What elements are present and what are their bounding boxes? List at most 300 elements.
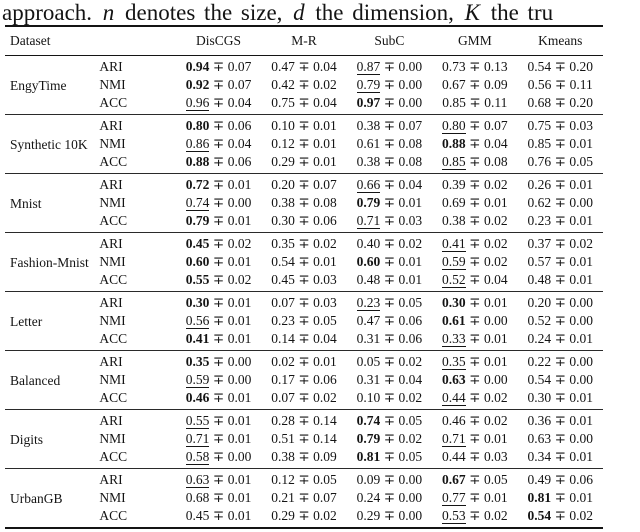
minus-plus-sign: ∓	[212, 153, 225, 169]
value-cell	[176, 94, 261, 115]
mean-value: 0.45	[185, 235, 210, 251]
value-cell	[432, 371, 517, 389]
std-value: 0.01	[569, 212, 594, 228]
table-header	[5, 26, 603, 55]
std-value: 0.02	[398, 389, 423, 405]
minus-plus-sign: ∓	[554, 471, 566, 487]
mean-value: 0.54	[527, 507, 552, 523]
dataset-block	[5, 114, 603, 173]
std-value: 0.20	[569, 58, 594, 74]
std-value: 0.02	[227, 235, 252, 251]
column-header-metric	[90, 26, 175, 55]
mean-value: 0.45	[185, 507, 210, 523]
minus-plus-sign: ∓	[298, 76, 310, 92]
value-cell	[261, 350, 346, 371]
minus-plus-sign: ∓	[298, 153, 310, 169]
mean-value: 0.75	[527, 117, 552, 133]
std-value: 0.01	[569, 135, 594, 151]
minus-plus-sign: ∓	[554, 235, 566, 251]
std-value: 0.05	[398, 294, 423, 310]
value-cell	[518, 507, 603, 528]
std-value: 0.20	[569, 94, 594, 110]
std-value: 0.02	[227, 271, 252, 287]
value-cell	[347, 507, 432, 528]
minus-plus-sign: ∓	[298, 135, 310, 151]
mean-value: 0.22	[527, 353, 552, 369]
std-value: 0.07	[483, 117, 508, 133]
std-value: 0.01	[227, 312, 252, 328]
mean-value: 0.71	[185, 430, 210, 446]
dataset-name: Digits	[10, 431, 44, 447]
value-cell	[261, 330, 346, 351]
std-value: 0.06	[313, 212, 337, 228]
minus-plus-sign: ∓	[383, 371, 396, 387]
mean-value: 0.71	[356, 212, 381, 228]
minus-plus-sign: ∓	[469, 412, 481, 428]
metric-label: NMI	[99, 135, 126, 151]
mean-value: 0.59	[442, 253, 466, 269]
column-header-m-r: M-R	[291, 32, 317, 48]
metric-label: ACC	[99, 94, 128, 110]
minus-plus-sign: ∓	[383, 330, 396, 346]
mean-value: 0.44	[442, 448, 466, 464]
minus-plus-sign: ∓	[212, 471, 225, 487]
mean-value: 0.37	[527, 235, 552, 251]
mean-value: 0.09	[356, 471, 381, 487]
value-cell	[347, 271, 432, 292]
minus-plus-sign: ∓	[469, 76, 481, 92]
std-value: 0.04	[398, 176, 423, 192]
std-value: 0.06	[398, 312, 423, 328]
std-value: 0.04	[398, 371, 423, 387]
std-value: 0.04	[313, 330, 337, 346]
mean-value: 0.77	[442, 489, 466, 505]
mean-value: 0.57	[527, 253, 552, 269]
value-cell	[432, 430, 517, 448]
mean-value: 0.44	[442, 389, 466, 405]
std-value: 0.01	[227, 294, 252, 310]
std-value: 0.04	[483, 271, 508, 287]
table-row	[5, 430, 603, 448]
mean-value: 0.67	[442, 471, 466, 487]
minus-plus-sign: ∓	[554, 153, 566, 169]
std-value: 0.01	[227, 212, 252, 228]
value-cell	[347, 173, 432, 194]
std-value: 0.01	[227, 176, 252, 192]
value-cell	[176, 389, 261, 410]
value-cell	[347, 153, 432, 174]
minus-plus-sign: ∓	[383, 117, 396, 133]
std-value: 0.01	[569, 412, 594, 428]
minus-plus-sign: ∓	[469, 271, 481, 287]
mean-value: 0.23	[271, 312, 295, 328]
std-value: 0.05	[483, 471, 508, 487]
mean-value: 0.29	[271, 153, 295, 169]
value-cell	[261, 76, 346, 94]
minus-plus-sign: ∓	[383, 76, 396, 92]
mean-value: 0.52	[442, 271, 466, 287]
minus-plus-sign: ∓	[298, 471, 310, 487]
value-cell	[261, 448, 346, 469]
value-cell	[518, 153, 603, 174]
table-row	[5, 507, 603, 528]
metric-label: ACC	[99, 330, 128, 346]
value-cell	[347, 232, 432, 253]
value-cell	[518, 409, 603, 430]
std-value: 0.05	[398, 412, 423, 428]
metric-label: ACC	[99, 271, 128, 287]
std-value: 0.00	[569, 353, 594, 369]
mean-value: 0.24	[527, 330, 552, 346]
minus-plus-sign: ∓	[383, 271, 396, 287]
minus-plus-sign: ∓	[383, 176, 396, 192]
metric-label: NMI	[99, 194, 126, 210]
table-row	[5, 232, 603, 253]
value-cell	[347, 114, 432, 135]
minus-plus-sign: ∓	[212, 448, 225, 464]
minus-plus-sign: ∓	[212, 212, 225, 228]
std-value: 0.02	[313, 76, 337, 92]
minus-plus-sign: ∓	[554, 430, 566, 446]
mean-value: 0.20	[271, 176, 295, 192]
mean-value: 0.29	[271, 507, 295, 523]
value-cell	[518, 350, 603, 371]
minus-plus-sign: ∓	[383, 507, 396, 523]
minus-plus-sign: ∓	[383, 430, 396, 446]
mean-value: 0.79	[356, 76, 381, 92]
mean-value: 0.54	[527, 371, 552, 387]
mean-value: 0.87	[356, 58, 381, 74]
minus-plus-sign: ∓	[469, 312, 481, 328]
value-cell	[176, 312, 261, 330]
value-cell	[347, 94, 432, 115]
minus-plus-sign: ∓	[298, 353, 310, 369]
mean-value: 0.63	[185, 471, 210, 487]
minus-plus-sign: ∓	[383, 489, 396, 505]
std-value: 0.02	[398, 430, 423, 446]
metric-label: ARI	[99, 117, 123, 133]
mean-value: 0.58	[185, 448, 210, 464]
std-value: 0.01	[398, 194, 423, 210]
mean-value: 0.63	[527, 430, 552, 446]
mean-value: 0.86	[185, 135, 210, 151]
table-row	[5, 389, 603, 410]
mean-value: 0.54	[527, 58, 552, 74]
dataset-block	[5, 55, 603, 114]
minus-plus-sign: ∓	[298, 489, 310, 505]
std-value: 0.07	[313, 489, 337, 505]
mean-value: 0.49	[527, 471, 552, 487]
std-value: 0.00	[227, 371, 252, 387]
minus-plus-sign: ∓	[554, 253, 566, 269]
value-cell	[347, 312, 432, 330]
mean-value: 0.34	[527, 448, 552, 464]
mean-value: 0.79	[356, 194, 381, 210]
value-cell	[261, 291, 346, 312]
value-cell	[176, 430, 261, 448]
minus-plus-sign: ∓	[298, 389, 310, 405]
value-cell	[261, 153, 346, 174]
minus-plus-sign: ∓	[383, 353, 396, 369]
std-value: 0.07	[398, 117, 423, 133]
mean-value: 0.47	[271, 58, 295, 74]
metric-label: ARI	[99, 294, 123, 310]
metric-label: ARI	[99, 58, 123, 74]
value-cell	[518, 389, 603, 410]
mean-value: 0.31	[356, 330, 381, 346]
value-cell	[432, 448, 517, 469]
minus-plus-sign: ∓	[469, 176, 481, 192]
minus-plus-sign: ∓	[554, 353, 566, 369]
value-cell	[518, 330, 603, 351]
value-cell	[347, 489, 432, 507]
value-cell	[518, 173, 603, 194]
table-row	[5, 448, 603, 469]
std-value: 0.03	[398, 212, 423, 228]
metric-label: NMI	[99, 489, 126, 505]
value-cell	[176, 253, 261, 271]
value-cell	[432, 173, 517, 194]
mean-value: 0.59	[185, 371, 210, 387]
table-row	[5, 212, 603, 233]
mean-value: 0.12	[271, 471, 295, 487]
mean-value: 0.54	[271, 253, 295, 269]
value-cell	[176, 448, 261, 469]
std-value: 0.00	[398, 507, 423, 523]
mean-value: 0.80	[185, 117, 210, 133]
mean-value: 0.60	[185, 253, 210, 269]
std-value: 0.01	[313, 135, 337, 151]
minus-plus-sign: ∓	[469, 253, 481, 269]
mean-value: 0.97	[356, 94, 381, 110]
value-cell	[176, 194, 261, 212]
mean-value: 0.63	[442, 371, 466, 387]
metric-label: ACC	[99, 448, 128, 464]
value-cell	[347, 291, 432, 312]
value-cell	[347, 194, 432, 212]
std-value: 0.05	[313, 471, 337, 487]
std-value: 0.02	[483, 412, 508, 428]
mean-value: 0.96	[185, 94, 210, 110]
value-cell	[432, 94, 517, 115]
mean-value: 0.12	[271, 135, 295, 151]
minus-plus-sign: ∓	[212, 294, 225, 310]
std-value: 0.01	[483, 330, 508, 346]
minus-plus-sign: ∓	[383, 194, 396, 210]
std-value: 0.00	[398, 489, 423, 505]
metric-label: NMI	[99, 253, 126, 269]
mean-value: 0.45	[271, 271, 295, 287]
minus-plus-sign: ∓	[469, 471, 481, 487]
metric-label: ARI	[99, 471, 123, 487]
dataset-block	[5, 409, 603, 468]
mean-value: 0.76	[527, 153, 552, 169]
minus-plus-sign: ∓	[383, 212, 396, 228]
minus-plus-sign: ∓	[298, 235, 310, 251]
std-value: 0.08	[398, 153, 423, 169]
std-value: 0.08	[313, 194, 337, 210]
std-value: 0.04	[227, 94, 252, 110]
minus-plus-sign: ∓	[212, 76, 225, 92]
mean-value: 0.38	[356, 117, 381, 133]
std-value: 0.01	[569, 253, 594, 269]
mean-value: 0.67	[442, 76, 466, 92]
metric-label: NMI	[99, 430, 126, 446]
std-value: 0.01	[227, 412, 252, 428]
value-cell	[432, 114, 517, 135]
value-cell	[261, 94, 346, 115]
value-cell	[518, 312, 603, 330]
mean-value: 0.80	[442, 117, 466, 133]
mean-value: 0.41	[185, 330, 210, 346]
table-row	[5, 153, 603, 174]
metric-label: ARI	[99, 353, 123, 369]
value-cell	[261, 114, 346, 135]
std-value: 0.07	[227, 58, 252, 74]
std-value: 0.02	[569, 235, 594, 251]
minus-plus-sign: ∓	[298, 117, 310, 133]
minus-plus-sign: ∓	[469, 153, 481, 169]
minus-plus-sign: ∓	[383, 253, 396, 269]
std-value: 0.02	[398, 235, 423, 251]
minus-plus-sign: ∓	[383, 389, 396, 405]
minus-plus-sign: ∓	[383, 412, 396, 428]
std-value: 0.02	[483, 389, 508, 405]
mean-value: 0.81	[527, 489, 552, 505]
mean-value: 0.24	[356, 489, 381, 505]
minus-plus-sign: ∓	[383, 153, 396, 169]
value-cell	[176, 76, 261, 94]
value-cell	[261, 135, 346, 153]
std-value: 0.11	[484, 94, 508, 110]
std-value: 0.00	[398, 94, 423, 110]
math-variable: n	[102, 0, 115, 25]
minus-plus-sign: ∓	[212, 58, 225, 74]
value-cell	[432, 253, 517, 271]
std-value: 0.01	[569, 448, 594, 464]
std-value: 0.00	[569, 312, 594, 328]
dataset-block	[5, 291, 603, 350]
dataset-name: Balanced	[10, 372, 61, 388]
table-row	[5, 371, 603, 389]
minus-plus-sign: ∓	[212, 430, 225, 446]
std-value: 0.08	[483, 153, 508, 169]
minus-plus-sign: ∓	[554, 389, 566, 405]
mean-value: 0.41	[442, 235, 466, 251]
mean-value: 0.72	[185, 176, 210, 192]
value-cell	[261, 507, 346, 528]
minus-plus-sign: ∓	[298, 194, 310, 210]
math-variable: d	[293, 0, 305, 25]
std-value: 0.01	[227, 489, 252, 505]
value-cell	[432, 194, 517, 212]
minus-plus-sign: ∓	[212, 507, 225, 523]
std-value: 0.02	[483, 507, 508, 523]
minus-plus-sign: ∓	[298, 58, 310, 74]
minus-plus-sign: ∓	[212, 330, 225, 346]
std-value: 0.00	[398, 58, 423, 74]
std-value: 0.05	[569, 153, 594, 169]
mean-value: 0.07	[271, 389, 295, 405]
value-cell	[347, 76, 432, 94]
mean-value: 0.23	[356, 294, 381, 310]
value-cell	[432, 271, 517, 292]
std-value: 0.00	[227, 194, 252, 210]
minus-plus-sign: ∓	[554, 117, 566, 133]
mean-value: 0.56	[527, 76, 552, 92]
std-value: 0.03	[313, 294, 337, 310]
value-cell	[261, 409, 346, 430]
value-cell	[261, 468, 346, 489]
dataset-block	[5, 350, 603, 409]
std-value: 0.02	[483, 212, 508, 228]
mean-value: 0.31	[356, 371, 381, 387]
mean-value: 0.60	[356, 253, 381, 269]
minus-plus-sign: ∓	[383, 294, 396, 310]
value-cell	[176, 507, 261, 528]
std-value: 0.01	[313, 153, 337, 169]
value-cell	[518, 430, 603, 448]
minus-plus-sign: ∓	[298, 430, 310, 446]
table-row	[5, 291, 603, 312]
mean-value: 0.30	[527, 389, 552, 405]
value-cell	[432, 409, 517, 430]
mean-value: 0.36	[527, 412, 552, 428]
std-value: 0.06	[569, 471, 594, 487]
std-value: 0.01	[227, 430, 252, 446]
caption-text: approach.	[2, 0, 101, 25]
value-cell	[176, 291, 261, 312]
minus-plus-sign: ∓	[212, 176, 225, 192]
minus-plus-sign: ∓	[469, 489, 481, 505]
std-value: 0.02	[398, 353, 423, 369]
std-value: 0.01	[483, 430, 508, 446]
minus-plus-sign: ∓	[383, 135, 396, 151]
std-value: 0.05	[398, 448, 423, 464]
value-cell	[261, 371, 346, 389]
minus-plus-sign: ∓	[383, 312, 396, 328]
mean-value: 0.85	[442, 94, 466, 110]
std-value: 0.01	[398, 253, 423, 269]
caption-text: the tru	[481, 0, 554, 25]
column-header-discgs: DisCGS	[196, 32, 242, 48]
mean-value: 0.30	[185, 294, 210, 310]
value-cell	[261, 430, 346, 448]
minus-plus-sign: ∓	[469, 94, 481, 110]
mean-value: 0.23	[527, 212, 552, 228]
mean-value: 0.42	[271, 76, 295, 92]
value-cell	[261, 489, 346, 507]
value-cell	[518, 55, 603, 76]
value-cell	[432, 55, 517, 76]
metric-label: ACC	[99, 507, 128, 523]
std-value: 0.00	[483, 312, 508, 328]
value-cell	[432, 468, 517, 489]
mean-value: 0.69	[442, 194, 466, 210]
value-cell	[261, 312, 346, 330]
mean-value: 0.38	[356, 153, 381, 169]
table-row	[5, 76, 603, 94]
std-value: 0.00	[569, 294, 594, 310]
minus-plus-sign: ∓	[469, 294, 481, 310]
minus-plus-sign: ∓	[469, 58, 481, 74]
dataset-name: Fashion-Mnist	[10, 254, 89, 270]
mean-value: 0.33	[442, 330, 466, 346]
value-cell	[432, 76, 517, 94]
minus-plus-sign: ∓	[383, 471, 396, 487]
minus-plus-sign: ∓	[298, 176, 310, 192]
dataset-block	[5, 232, 603, 291]
